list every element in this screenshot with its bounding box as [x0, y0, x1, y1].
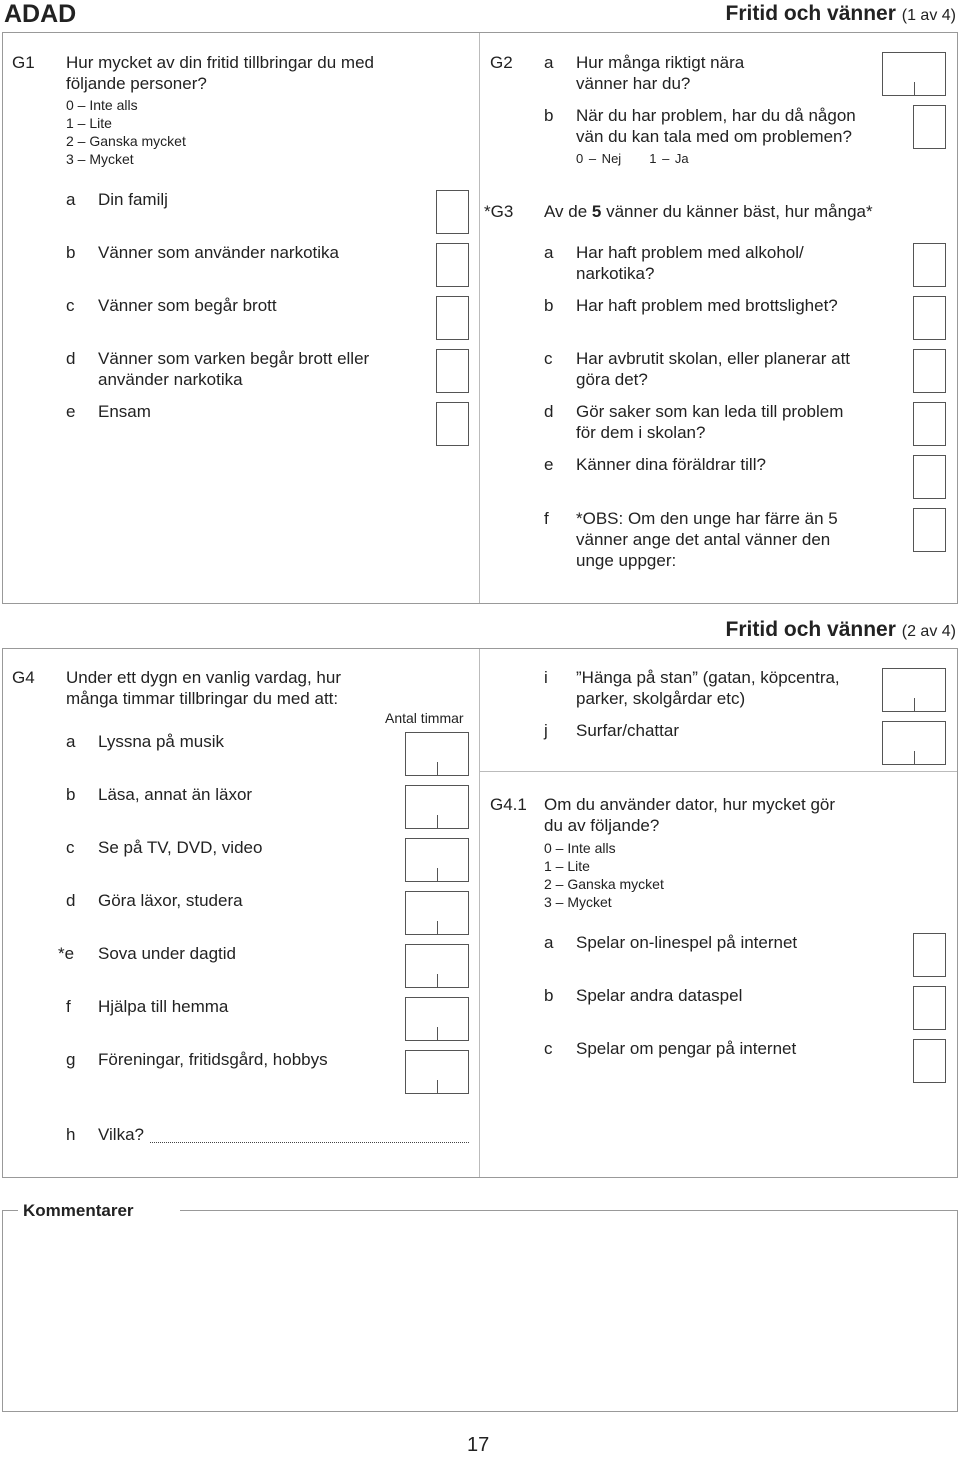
g3-item-c-letter: c [544, 349, 553, 368]
g2-item-b-line1: När du har problem, har du då någon [576, 106, 856, 125]
g1-item-e-answer-box[interactable] [436, 402, 469, 446]
g4-item-a-label: Lyssna på musik [98, 732, 224, 751]
g4-item-j-line1: Surfar/chattar [576, 721, 679, 740]
g3-item-c-line1: Har avbrutit skolan, eller planerar att [576, 349, 851, 368]
g4-item-e-label: Sova under dagtid [98, 944, 236, 963]
g3-item-e-line1: Känner dina föräldrar till? [576, 455, 766, 474]
g4-item-j-letter: j [544, 721, 548, 740]
g1-item-c-letter: c [66, 296, 75, 315]
g4-item-d-hours-box[interactable] [405, 891, 469, 935]
g3-item-b-line1: Har haft problem med brottslighet? [576, 296, 838, 315]
document-title: ADAD [4, 0, 77, 28]
g41-item-b-answer-box[interactable] [913, 986, 946, 1030]
g3-item-f-line1: *OBS: Om den unge har färre än 5 [576, 509, 838, 528]
g4-item-a-letter: a [66, 732, 76, 751]
g3-item-c-answer-box[interactable] [913, 349, 946, 393]
page-number: 17 [467, 1434, 490, 1456]
section-1-divider [479, 33, 480, 603]
g4-item-e-hours-box[interactable] [405, 944, 469, 988]
section-header-2 [726, 618, 956, 644]
g4-item-h-letter: h [66, 1125, 76, 1144]
g41-item-b-letter: b [544, 986, 554, 1005]
g1-item-b-letter: b [66, 243, 76, 262]
g3-item-e-answer-box[interactable] [913, 455, 946, 499]
g2-code: G2 [490, 53, 513, 72]
comments-frame-top-right [180, 1210, 958, 1211]
g4-item-c-label: Se på TV, DVD, video [98, 838, 263, 857]
g3-item-d-letter: d [544, 402, 554, 421]
g4-item-i-line1: ”Hänga på stan” (gatan, köpcentra, [576, 668, 840, 687]
g1-scale-3: 3 – Mycket [66, 151, 134, 167]
g41-item-a-letter: a [544, 933, 554, 952]
g4-item-j-hours-box[interactable] [882, 721, 946, 765]
g4-item-c-hours-box[interactable] [405, 838, 469, 882]
section-header-1 [726, 2, 956, 28]
g1-item-a-label: Din familj [98, 190, 168, 209]
g41-scale-3: 3 – Mycket [544, 894, 612, 910]
g1-item-c-answer-box[interactable] [436, 296, 469, 340]
g2-item-a-answer-box[interactable] [882, 52, 946, 96]
g4-question-line1: Under ett dygn en vanlig vardag, hur [66, 668, 342, 687]
g2-item-b-line2: vän du kan tala med om problemen? [576, 127, 852, 146]
g2-item-a-letter: a [544, 53, 554, 72]
g1-item-c-label: Vänner som begår brott [98, 296, 277, 315]
g3-item-c-line2: göra det? [576, 370, 648, 389]
g1-scale-2: 2 – Ganska mycket [66, 133, 186, 149]
section-header-1-sub: (1 av 4) [901, 7, 956, 24]
g3-question-pre: Av de [544, 202, 592, 221]
g4-item-b-label: Läsa, annat än läxor [98, 785, 253, 804]
g1-item-b-answer-box[interactable] [436, 243, 469, 287]
g4-item-i-letter: i [544, 668, 548, 687]
g3-item-d-answer-box[interactable] [913, 402, 946, 446]
g41-item-c-answer-box[interactable] [913, 1039, 946, 1083]
g3-item-d-line1: Gör saker som kan leda till problem [576, 402, 844, 421]
g3-item-f-line3: unge uppger: [576, 551, 677, 570]
section-header-2-title: Fritid och vänner [725, 618, 896, 641]
g3-code: *G3 [484, 202, 514, 221]
g4-question-line2: många timmar tillbringar du med att: [66, 689, 339, 708]
section-2-right-separator [480, 771, 957, 772]
g4-item-f-label: Hjälpa till hemma [98, 997, 229, 1016]
g4-item-d-label: Göra läxor, studera [98, 891, 243, 910]
g2-item-b-letter: b [544, 106, 554, 125]
g2-item-b-answer-box[interactable] [913, 105, 946, 149]
comments-label: Kommentarer [23, 1201, 134, 1220]
comments-area[interactable] [20, 1228, 940, 1398]
g4-item-c-letter: c [66, 838, 75, 857]
g4-item-g-hours-box[interactable] [405, 1050, 469, 1094]
g3-item-a-letter: a [544, 243, 554, 262]
g1-item-d-answer-box[interactable] [436, 349, 469, 393]
g2-item-a-line2: vänner har du? [576, 74, 691, 93]
g41-code: G4.1 [490, 795, 527, 814]
g1-scale-0: 0 – Inte alls [66, 97, 138, 113]
g41-scale-0: 0 – Inte alls [544, 840, 616, 856]
g41-item-a-label: Spelar on-linespel på internet [576, 933, 798, 952]
g1-item-b-label: Vänner som använder narkotika [98, 243, 339, 262]
g41-question-line1: Om du använder dator, hur mycket gör [544, 795, 836, 814]
g3-item-b-answer-box[interactable] [913, 296, 946, 340]
g1-item-a-answer-box[interactable] [436, 190, 469, 234]
g41-item-c-letter: c [544, 1039, 553, 1058]
g4-item-b-hours-box[interactable] [405, 785, 469, 829]
g1-question-line2: följande personer? [66, 74, 207, 93]
g3-item-e-letter: e [544, 455, 554, 474]
g3-item-f-letter: f [544, 509, 549, 528]
comments-frame-top-left [2, 1210, 18, 1211]
g41-item-b-label: Spelar andra dataspel [576, 986, 743, 1005]
g1-scale-1: 1 – Lite [66, 115, 112, 131]
g41-scale-2: 2 – Ganska mycket [544, 876, 664, 892]
g4-item-h-write-line[interactable] [150, 1142, 469, 1143]
g4-item-f-hours-box[interactable] [405, 997, 469, 1041]
g41-item-a-answer-box[interactable] [913, 933, 946, 977]
g1-item-e-label: Ensam [98, 402, 151, 421]
section-2-divider [479, 649, 480, 1177]
g4-item-f-letter: f [66, 997, 71, 1016]
g4-item-g-letter: g [66, 1050, 76, 1069]
g3-item-a-line2: narkotika? [576, 264, 655, 283]
g4-code: G4 [12, 668, 35, 687]
g4-item-a-hours-box[interactable] [405, 732, 469, 776]
section-header-2-sub: (2 av 4) [901, 623, 956, 640]
g3-item-a-line1: Har haft problem med alkohol/ [576, 243, 804, 262]
g3-question [544, 201, 873, 222]
g41-item-c-label: Spelar om pengar på internet [576, 1039, 797, 1058]
g2-scale: 0 – Nej 1 – Ja [576, 151, 689, 166]
g1-item-a-letter: a [66, 190, 76, 209]
g1-item-d-label-line1: Vänner som varken begår brott eller [98, 349, 370, 368]
g1-item-d-letter: d [66, 349, 76, 368]
section-header-1-title: Fritid och vänner [725, 2, 896, 25]
g1-code: G1 [12, 53, 35, 72]
g3-item-f-line2: vänner ange det antal vänner den [576, 530, 831, 549]
g2-item-a-line1: Hur många riktigt nära [576, 53, 745, 72]
section-2-frame [2, 648, 958, 1178]
g3-question-number: 5 [591, 202, 602, 221]
g4-item-b-letter: b [66, 785, 76, 804]
g4-column-header: Antal timmar [385, 710, 464, 726]
g4-item-h-label: Vilka? [98, 1125, 144, 1144]
g4-item-e-letter: *e [58, 944, 75, 963]
g3-item-a-answer-box[interactable] [913, 243, 946, 287]
g4-item-i-hours-box[interactable] [882, 668, 946, 712]
g3-item-b-letter: b [544, 296, 554, 315]
g4-item-g-label: Föreningar, fritidsgård, hobbys [98, 1050, 328, 1069]
g3-question-post: vänner du känner bäst, hur många* [601, 202, 873, 221]
g41-scale-1: 1 – Lite [544, 858, 590, 874]
g41-question-line2: du av följande? [544, 816, 660, 835]
g3-item-f-answer-box[interactable] [913, 508, 946, 552]
g1-question-line1: Hur mycket av din fritid tillbringar du med [66, 53, 375, 72]
g1-item-e-letter: e [66, 402, 76, 421]
g3-item-d-line2: för dem i skolan? [576, 423, 706, 442]
g4-item-d-letter: d [66, 891, 76, 910]
g1-item-d-label-line2: använder narkotika [98, 370, 243, 389]
g4-item-i-line2: parker, skolgårdar etc) [576, 689, 746, 708]
